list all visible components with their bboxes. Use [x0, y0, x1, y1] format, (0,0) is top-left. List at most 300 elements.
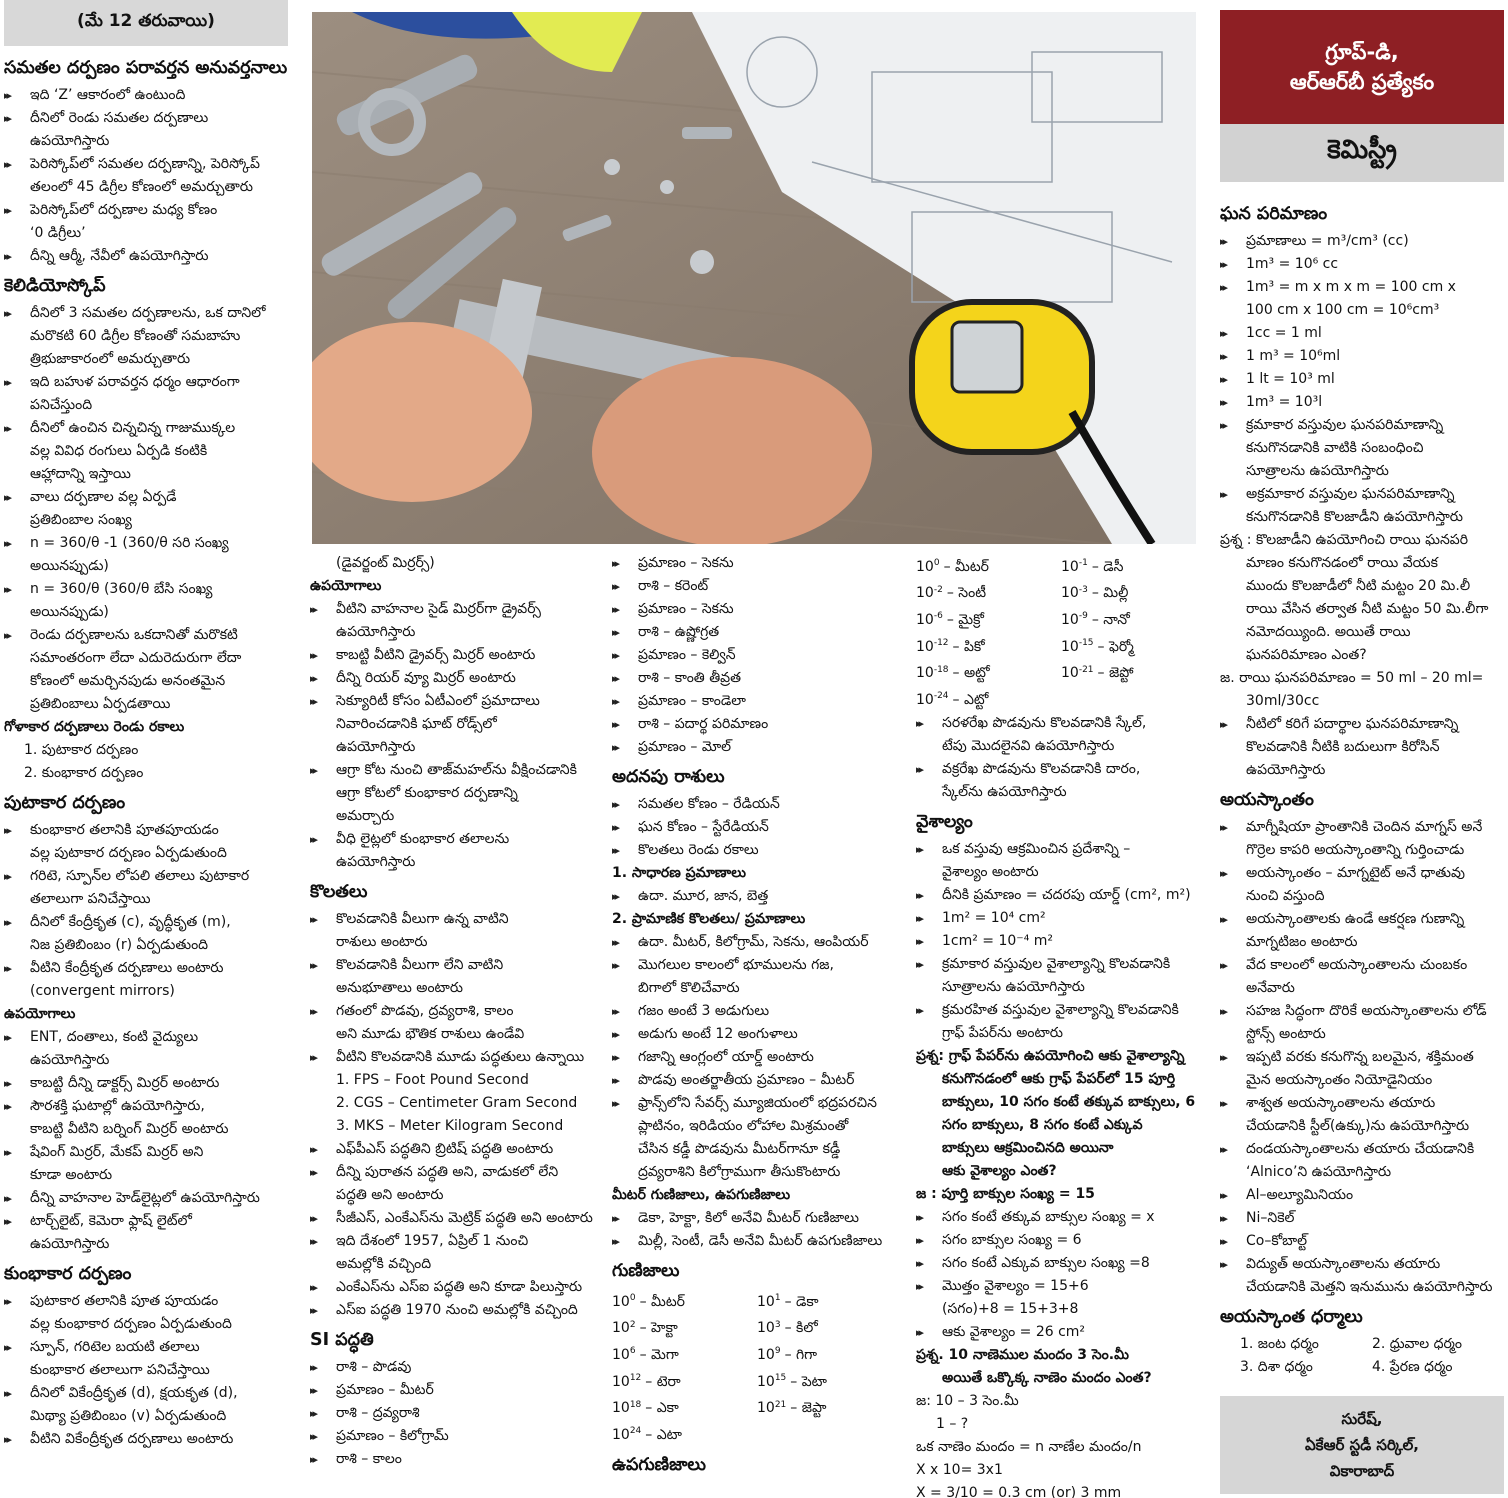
prefix-item: [1061, 632, 1206, 659]
bullet-line: ▸▸ ఎస్ఐ పద్ధతి 1970 నుంచి అమల్లోకి వచ్చింది: [310, 1299, 596, 1322]
line-list: [612, 793, 906, 1253]
column-5: [1220, 0, 1504, 1498]
power-base: 10: [916, 558, 934, 575]
text-line: ఉపయోగిస్తారు: [30, 133, 110, 149]
bullet-line: ▸▸ కుంభాకార తలానికి పూతపూయడం: [4, 819, 288, 842]
text-line: (సగం)+8 = 15+3+8: [942, 1300, 1079, 1317]
text-line: ఒక నాణెం మందం = n నాణేల మందం/n: [916, 1438, 1142, 1455]
text-line: 3. MKS – Meter Kilogram Second: [336, 1118, 564, 1134]
prefix-name: – నానో: [1091, 611, 1130, 628]
text-line: కనుగొనడానికి కొలజాడీని ఉపయోగిస్తారు: [1246, 509, 1463, 525]
sub-heading-line: జ : పూర్తి బాక్సుల సంఖ్య = 15: [916, 1185, 1095, 1202]
line-list: [310, 552, 596, 874]
text-line: ‘Alnico’ని ఉపయోగిస్తారు: [1246, 1164, 1392, 1180]
text-line: సూత్రాలను ఉపయోగిస్తారు: [1246, 463, 1389, 479]
bullet-line: ▸▸ డెకా, హెక్టా, కిలో అనేవి మీటర్ గుణిజాలు: [612, 1207, 906, 1230]
column-1: [4, 0, 288, 1498]
prefix-row: [916, 605, 1206, 632]
prefix-name: – మీటర్: [639, 1293, 685, 1310]
text-line: తలంలో 45 డిగ్రీల కోణంలో అమర్చుతారు: [30, 179, 253, 195]
text-line: బిగాలో కొలిచేవారు: [638, 980, 740, 996]
bullet-line: ▸▸ దీన్ని రియర్ వ్యూ మిర్రర్ అంటారు: [310, 667, 596, 690]
text-line: 30ml/30cc: [1246, 693, 1320, 709]
section-title: పుటాకార దర్పణం: [4, 793, 126, 813]
bullet-line: ▸▸ సెక్యూరిటీ కోసం ఏటీఎంలో ప్రమాదాలు: [310, 690, 596, 713]
bullet-line: ▸▸ క్రమాకార వస్తువుల వైశాల్యాన్ని కొలవడానికి: [916, 953, 1206, 976]
sub-heading-line: ప్రశ్న: గ్రాఫ్ పేపర్‌ను ఉపయోగించి ఆకు వైశాల్యాన్ని: [916, 1047, 1185, 1064]
prefix-row: [916, 632, 1206, 659]
prefix-item: [612, 1367, 757, 1394]
prefix-row: [612, 1287, 906, 1314]
sub-heading-line: అయితే ఒక్కొక్క నాణెం మందం ఎంత?: [942, 1369, 1152, 1386]
bullet-line: ▸▸ 1m³ = 10³l: [1220, 391, 1504, 414]
prefix-name: – గిగా: [784, 1346, 818, 1363]
prefix-row: [916, 685, 1206, 712]
text-line: ప్రతిబింబాలు ఏర్పడతాయి: [30, 696, 171, 712]
text-line: వల్ల వివిధ రంగులు ఏర్పడి కంటికి: [30, 443, 208, 459]
prefix-row: [612, 1420, 906, 1447]
bullet-line: ▸▸ దీనికి ప్రమాణం = చదరపు యార్డ్ (cm², m²): [916, 884, 1206, 907]
bullet-line: ▸▸ అడుగు అంటే 12 అంగుళాలు: [612, 1023, 906, 1046]
power-base: 10: [612, 1373, 630, 1390]
text-line: గొర్రెల కాపరి అయస్కాంతాన్ని గుర్తించాడు: [1246, 842, 1465, 858]
bullet-line: ▸▸ ఉదా. మూర, జాన, బెత్త: [612, 885, 906, 908]
property-item: 4. ప్రేరణ ధర్మం: [1372, 1359, 1453, 1375]
text-line: పద్ధతి అని అంటారు: [336, 1187, 444, 1203]
section-title: వైశాల్యం: [916, 811, 973, 832]
bullet-line: ▸▸ అయస్కాంతం – మాగ్నటైట్ అనే ధాతువు: [1220, 862, 1504, 885]
text-line: అయినప్పుడు): [30, 558, 109, 574]
text-line: ప్రశ్న : కొలజాడీని ఉపయోగించి రాయి ఘనపరి: [1220, 532, 1469, 548]
bullet-line: ▸▸ ఇది బహుళ పరావర్తన ధర్మం ఆధారంగా: [4, 371, 288, 394]
text-line: ఆగ్రా కోటలో కుంభాకార దర్పణాన్ని: [336, 785, 518, 801]
text-line: ప్లాటినం, ఇరిడియం లోహాల మిశ్రమంతో: [638, 1118, 849, 1134]
line-list: [612, 552, 906, 759]
bullet-line: ▸▸ కాబట్టి దీన్ని డాక్టర్స్ మిర్రర్ అంటారు: [4, 1072, 288, 1095]
bullet-line: ▸▸ దండయస్కాంతాలను తయారు చేయడానికి: [1220, 1138, 1504, 1161]
text-line: ఆహ్లాదాన్ని ఇస్తాయి: [30, 466, 131, 482]
text-line: అయినప్పుడు): [30, 604, 109, 620]
bullet-line: ▸▸ నీటిలో కరిగే పదార్థాల ఘనపరిమాణాన్ని: [1220, 713, 1504, 736]
bullet-line: ▸▸ ఇది ‘Z’ ఆకారంలో ఉంటుంది: [4, 84, 288, 107]
bullet-line: ▸▸ ప్రమాణం – మోల్: [612, 736, 906, 759]
text-line: చేసిన కడ్డీ పొడవును మీటర్‌గానూ కడ్డీ: [638, 1141, 841, 1157]
text-line: వల్ల పుటాకార దర్పణం ఏర్పడుతుంది: [30, 845, 227, 861]
tools-photo-illustration: [312, 12, 1196, 544]
power-pairs: [916, 552, 1206, 712]
property-item: 2. ధ్రువాల ధర్మం: [1372, 1336, 1462, 1352]
power-exponent: 0: [629, 1293, 636, 1303]
bullet-line: ▸▸ గజాన్ని ఆంగ్లంలో యార్డ్ అంటారు: [612, 1046, 906, 1069]
power-base: 10: [1061, 558, 1079, 575]
text-line: జ: 10 – 3 సెం.మీ: [916, 1392, 1019, 1409]
prefix-row: [612, 1367, 906, 1394]
bullet-line: ▸▸ Al–అల్యూమినియం: [1220, 1184, 1504, 1207]
power-base: 10: [916, 585, 934, 602]
prefix-item: [916, 552, 1061, 579]
bullet-line: ▸▸ వీటిని కేంద్రీకృత దర్పణాలు అంటారు: [4, 957, 288, 980]
prefix-item: [1061, 579, 1206, 606]
bullet-line: ▸▸ ఆగ్రా కోట నుంచి తాజ్‌మహల్‌ను వీక్షించడానికి: [310, 759, 596, 782]
power-exponent: -2: [933, 584, 943, 595]
bullet-line: ▸▸ పుటాకార తలానికి పూత పూయడం: [4, 1290, 288, 1313]
bullet-line: ▸▸ 1m³ = m x m x m = 100 cm x: [1220, 276, 1504, 299]
text-line: ప్రతిబింబాల సంఖ్య: [30, 512, 132, 528]
bullet-line: ▸▸ n = 360/θ -1 (360/θ సరి సంఖ్య: [4, 532, 288, 555]
line-list: [310, 1356, 596, 1471]
text-line: నివారించడానికి ఘాట్ రోడ్స్‌లో: [336, 716, 497, 732]
prefix-item: [916, 605, 1061, 632]
section-title: అదనపు రాశులు: [612, 767, 725, 787]
text-line: ఘనపరిమాణం ఎంత?: [1246, 647, 1367, 663]
line-list: [1220, 230, 1504, 782]
text-line: గ్రాఫ్ పేపర్‌ను అంటారు: [942, 1024, 1063, 1041]
bullet-line: ▸▸ రాశి – ఉష్ణోగ్రత: [612, 621, 906, 644]
power-exponent: 3: [774, 1319, 781, 1330]
power-base: 10: [757, 1346, 775, 1363]
bullet-line: ▸▸ దీనిలో 3 సమతల దర్పణాలను, ఒక దానిలో: [4, 302, 288, 325]
prefix-row: [612, 1340, 906, 1367]
bullet-line: ▸▸ సగం కంటే తక్కువ బాక్సుల సంఖ్య = x: [916, 1206, 1206, 1229]
bullet-line: ▸▸ 1cc = 1 ml: [1220, 322, 1504, 345]
bullet-line: ▸▸ ఫ్రాన్స్‌లోని సేవర్స్ మ్యూజియంలో భద్రపరచిన: [612, 1092, 906, 1115]
exam-banner: [1220, 10, 1504, 124]
sub-heading-line: బాక్సులు ఆక్రమించినది అయినా: [942, 1139, 1114, 1156]
prefix-row: [612, 1394, 906, 1421]
bullet-line: ▸▸ వీటిని వాహనాల సైడ్ మిర్రర్‌గా డ్రైవర్స్: [310, 598, 596, 621]
prefix-item: [612, 1287, 757, 1314]
prefix-item: [916, 632, 1061, 659]
prefix-item: [916, 659, 1061, 686]
power-exponent: -6: [933, 611, 943, 622]
power-base: 10: [757, 1373, 775, 1390]
prefix-row: [916, 579, 1206, 606]
author-place: వికారాబాద్: [1329, 1462, 1395, 1480]
prefix-name: – పెటా: [790, 1373, 827, 1390]
prefix-name: – డెసీ: [1091, 558, 1124, 575]
text-line: 100 cm x 100 cm = 10⁶cm³: [1246, 302, 1440, 318]
prefix-name: – జెప్టా: [790, 1400, 827, 1417]
prefix-name: – మైక్రో: [946, 611, 984, 628]
sub-heading-line: 1. సాధారణ ప్రమాణాలు: [612, 865, 747, 881]
prefix-item: [1061, 659, 1206, 686]
text-line: నమోదయ్యింది. అయితే రాయి: [1246, 624, 1411, 640]
line-list: [310, 908, 596, 1322]
prefix-name: – పికో: [952, 638, 985, 655]
bullet-line: ▸▸ ఎఫ్‌పీఎస్ పద్ధతిని బ్రిటిష్ పద్ధతి అంటారు: [310, 1138, 596, 1161]
power-base: 10: [916, 691, 934, 708]
prefix-item: [612, 1314, 757, 1341]
sub-heading-line: మీటర్ గుణిజాలు, ఉపగుణిజాలు: [612, 1187, 791, 1203]
text-line: కుంభాకార తలాలుగా పనిచేస్తాయి: [30, 1362, 210, 1378]
prefix-item: [757, 1314, 902, 1341]
text-line: కనుగొనడానికి వాటికి సంబంధించి: [1246, 440, 1424, 456]
text-line: (డైవర్జంట్ మిర్రర్స్): [336, 555, 435, 571]
bullet-line: ▸▸ వీటిని కొలవడానికి మూడు పద్ధతులు ఉన్నాయి: [310, 1046, 596, 1069]
bullet-line: ▸▸ రాశి – పదార్థ పరిమాణం: [612, 713, 906, 736]
bullet-line: ▸▸ 1 lt = 10³ ml: [1220, 368, 1504, 391]
text-line: మాణం కనుగొనడంలో రాయి వేయక: [1246, 555, 1438, 571]
prefix-name: – అట్టో: [952, 665, 990, 682]
bullet-line: ▸▸ కాబట్టి వీటిని డ్రైవర్స్ మిర్రర్ అంటారు: [310, 644, 596, 667]
text-line: త్రిభుజాకారంలో అమర్చుతారు: [30, 351, 191, 367]
text-line: (convergent mirrors): [30, 983, 175, 999]
prefix-name: – ఎట్టో: [952, 691, 989, 708]
prefix-name: – మీటర్: [943, 558, 989, 575]
prefix-name: – ఎకా: [645, 1400, 679, 1417]
text-line: సమాంతరంగా లేదా ఎదురెదురుగా లేదా: [30, 650, 242, 666]
bullet-line: ▸▸ 1m³ = 10⁶ cc: [1220, 253, 1504, 276]
bullet-line: ▸▸ సమతల కోణం – రేడియన్: [612, 793, 906, 816]
power-exponent: -18: [933, 664, 949, 675]
prefix-name: – ఎటా: [645, 1426, 682, 1443]
power-exponent: 18: [629, 1399, 642, 1410]
prefix-item: [1061, 552, 1206, 579]
text-line: కొలవడానికి నీటికి బదులుగా కిరోసిన్: [1246, 739, 1440, 755]
bullet-line: ▸▸ Co–కోబాల్ట్: [1220, 1230, 1504, 1253]
text-line: ఉపయోగిస్తారు: [336, 854, 416, 870]
power-exponent: 12: [629, 1372, 642, 1383]
section-title: సమతల దర్పణం పరావర్తన అనువర్తనాలు: [4, 58, 288, 78]
bullet-line: ▸▸ స్పూన్, గరిటెల బయటి తలాలు: [4, 1336, 288, 1359]
power-exponent: -3: [1078, 584, 1088, 595]
line-list: [1220, 816, 1504, 1299]
bullet-line: ▸▸ పెరిస్కోప్‌లో సమతల దర్పణాన్ని, పెరిస్కోప్: [4, 153, 288, 176]
section-title: గుణిజాలు: [612, 1261, 680, 1281]
power-base: 10: [1061, 611, 1079, 628]
bullet-line: ▸▸ 1 m³ = 10⁶ml: [1220, 345, 1504, 368]
text-line: అనేవారు: [1246, 980, 1295, 996]
bullet-line: ▸▸ ఒక వస్తువు ఆక్రమించిన ప్రదేశాన్ని –: [916, 838, 1206, 861]
prefix-name: – డెకా: [784, 1293, 819, 1310]
power-exponent: -9: [1078, 611, 1088, 622]
power-base: 10: [1061, 585, 1079, 602]
bullet-line: ▸▸ రాశి – కాలం: [310, 1448, 596, 1471]
property-item: 1. జంట ధర్మం: [1240, 1336, 1319, 1352]
power-exponent: 2: [629, 1319, 636, 1330]
bullet-line: ▸▸ సీజీఎస్, ఎంకేఎస్‌ను మెట్రిక్ పద్ధతి అని అంటారు: [310, 1207, 596, 1230]
bullet-line: ▸▸ సరళరేఖ పొడవును కొలవడానికి స్కేల్,: [916, 712, 1206, 735]
prefix-row: [916, 552, 1206, 579]
power-base: 10: [757, 1320, 775, 1337]
bullet-line: ▸▸ ఉదా. మీటర్, కిలోగ్రామ్, సెకను, ఆంపియర్: [612, 931, 906, 954]
line-list: [4, 819, 288, 1256]
author-org: ఏకేఆర్ స్టడీ సర్కిల్,: [1304, 1436, 1420, 1454]
sub-heading-line: ప్రశ్న. 10 నాణెముల మందం 3 సెం.మీ: [916, 1346, 1129, 1363]
bullet-line: ▸▸ సగం బాక్సుల సంఖ్య = 6: [916, 1229, 1206, 1252]
bullet-line: ▸▸ ప్రమాణం – కెల్విన్: [612, 644, 906, 667]
sub-heading-line: బాక్సులు, 10 సగం కంటే తక్కువ బాక్సులు, 6: [942, 1093, 1196, 1110]
text-line: టేపు మొదలైనవి ఉపయోగిస్తారు: [942, 737, 1115, 754]
power-exponent: 6: [629, 1346, 636, 1357]
section-title: అయస్కాంత ధర్మాలు: [1220, 1307, 1363, 1327]
prefix-item: [916, 579, 1061, 606]
bullet-line: ▸▸ రాశి – కరెంట్: [612, 575, 906, 598]
bullet-line: ▸▸ వీధి లైట్లలో కుంభాకార తలాలను: [310, 828, 596, 851]
bullet-line: ▸▸ n = 360/θ (360/θ బేసి సంఖ్య: [4, 578, 288, 601]
sub-heading-line: గోళాకార దర్పణాలు రెండు రకాలు: [4, 719, 185, 735]
bullet-line: ▸▸ కొలతలు రెండు రకాలు: [612, 839, 906, 862]
text-line: నుంచి వస్తుంది: [1246, 888, 1325, 904]
text-line: ఉపయోగిస్తారు: [30, 1236, 110, 1252]
bullet-line: ▸▸ రాశి – ద్రవ్యరాశి: [310, 1402, 596, 1425]
bullet-line: ▸▸ ఆకు వైశాల్యం = 26 cm²: [916, 1321, 1206, 1344]
text-line: నిజ ప్రతిబింబం (r) ఏర్పడుతుంది: [30, 937, 209, 953]
prefix-item: [612, 1420, 757, 1447]
column-4: [916, 552, 1206, 1498]
power-exponent: 9: [774, 1346, 781, 1357]
prefix-item: [757, 1394, 902, 1421]
power-base: 10: [612, 1320, 630, 1337]
bullet-line: ▸▸ శాశ్వత అయస్కాంతాలను తయారు: [1220, 1092, 1504, 1115]
prefix-name: – హెక్టా: [639, 1320, 678, 1337]
bullet-line: ▸▸ ప్రమాణం – సెకను: [612, 598, 906, 621]
text-line: ‘0 డిగ్రీలు’: [30, 225, 86, 241]
power-base: 10: [1061, 665, 1079, 682]
bullet-line: ▸▸ పెరిస్కోప్‌లో దర్పణాల మధ్య కోణం: [4, 199, 288, 222]
prefix-name: – మెగా: [639, 1346, 679, 1363]
text-line: ఉపయోగిస్తారు: [30, 1052, 110, 1068]
bullet-line: ▸▸ పొడవు అంతర్జాతీయ ప్రమాణం – మీటర్: [612, 1069, 906, 1092]
bullet-line: ▸▸ టార్చ్‌లైట్, కెమెరా ఫ్లాష్ లైట్‌లో: [4, 1210, 288, 1233]
prefix-name: – మిల్లీ: [1091, 585, 1129, 602]
text-line: మైన అయస్కాంతం నియోడైనియం: [1246, 1072, 1433, 1088]
bullet-line: ▸▸ ఇది దేశంలో 1957, ఏప్రిల్ 1 నుంచి: [310, 1230, 596, 1253]
line-list: [916, 838, 1206, 1498]
text-line: రాయి వేసిన తర్వాత నీటి మట్టం 50 మి.లీగా: [1246, 601, 1489, 617]
text-line: 1 – ?: [936, 1415, 969, 1432]
prefix-item: [757, 1420, 902, 1447]
bullet-line: ▸▸ ఘన కోణం – స్టేరేడియన్: [612, 816, 906, 839]
power-pairs: [612, 1287, 906, 1447]
sub-heading-line: కనుగొనడంలో ఆకు గ్రాఫ్ పేపర్‌లో 15 పూర్తి: [942, 1070, 1176, 1087]
bullet-line: ▸▸ క్రమాకార వస్తువుల ఘనపరిమాణాన్ని: [1220, 414, 1504, 437]
column-3: [612, 552, 906, 1498]
prefix-item: [757, 1367, 902, 1394]
section-title: SI పద్ధతి: [310, 1330, 374, 1350]
bullet-line: ▸▸ మొత్తం వైశాల్యం = 15+6: [916, 1275, 1206, 1298]
text-line: అని మూడు భౌతిక రాశులు ఉండేవి: [336, 1026, 525, 1042]
prefix-name: – జెప్టో: [1097, 665, 1134, 682]
power-base: 10: [757, 1400, 775, 1417]
power-base: 10: [612, 1426, 630, 1443]
bullet-line: ▸▸ వాలు దర్పణాల వల్ల ఏర్పడే: [4, 486, 288, 509]
text-line: జ. రాయి ఘనపరిమాణం = 50 ml – 20 ml=: [1220, 670, 1484, 686]
property-row: [1220, 1356, 1504, 1379]
text-line: ముందు కొలజాడీలో నీటి మట్టం 20 మి.లీ: [1246, 578, 1471, 594]
continuation-header: (మే 12 తరువాయి): [4, 0, 288, 46]
prefix-item: [612, 1394, 757, 1421]
banner-line-1: గ్రూప్-డి,: [1325, 40, 1399, 64]
bullet-line: ▸▸ గతంలో పొడవు, ద్రవ్యరాశి, కాలం: [310, 1000, 596, 1023]
text-line: తలాలుగా పనిచేస్తాయి: [30, 891, 151, 907]
section-title: ఉపగుణిజాలు: [612, 1454, 706, 1475]
text-line: ఉపయోగిస్తారు: [1246, 762, 1326, 778]
sub-heading-line: ఆకు వైశాల్యం ఎంత?: [942, 1162, 1057, 1179]
power-base: 10: [612, 1346, 630, 1363]
text-line: అమర్చారు: [336, 808, 395, 824]
bullet-line: ▸▸ కొలవడానికి వీలుగా లేని వాటిని: [310, 954, 596, 977]
bullet-line: ▸▸ దీన్ని పురాతన పద్ధతి అని, వాడుకలో లేని: [310, 1161, 596, 1184]
text-line: ఉపయోగిస్తారు: [336, 739, 416, 755]
power-exponent: 1: [774, 1293, 781, 1303]
text-line: చేయడానికి మెత్తని ఇనుమును ఉపయోగిస్తారు: [1246, 1279, 1493, 1295]
prefix-item: [612, 1340, 757, 1367]
power-base: 10: [916, 638, 934, 655]
line-list: [4, 84, 288, 268]
bullet-line: ▸▸ ఇప్పటి వరకు కనుగొన్న బలమైన, శక్తిమంత: [1220, 1046, 1504, 1069]
text-line: పనిచేస్తుంది: [30, 397, 93, 413]
bullet-line: ▸▸ దీనిలో ఉంచిన చిన్నచిన్న గాజుముక్కల: [4, 417, 288, 440]
power-exponent: -1: [1078, 558, 1088, 568]
power-exponent: -21: [1078, 664, 1094, 675]
power-exponent: -15: [1078, 637, 1094, 648]
text-line: కూడా అంటారు: [30, 1167, 113, 1183]
prefix-name: – టెరా: [645, 1373, 681, 1390]
text-line: 2. CGS – Centimeter Gram Second: [336, 1095, 578, 1111]
bullet-line: ▸▸ గజం అంటే 3 అడుగులు: [612, 1000, 906, 1023]
power-exponent: 24: [629, 1426, 642, 1437]
prefix-name: – కిలో: [784, 1320, 818, 1337]
bullet-line: ▸▸ రెండు దర్పణాలను ఒకదానితో మరొకటి: [4, 624, 288, 647]
power-base: 10: [916, 665, 934, 682]
subject-banner: కెమిస్ట్రీ: [1220, 124, 1504, 182]
prefix-row: [612, 1314, 906, 1341]
text-line: కోణంలో అమర్చినపుడు అనంతమైన: [30, 673, 226, 689]
banner-line-2: ఆర్‌ఆర్‌బీ ప్రత్యేకం: [1289, 70, 1435, 94]
bullet-line: ▸▸ కొలవడానికి వీలుగా ఉన్న వాటిని: [310, 908, 596, 931]
bullet-line: ▸▸ Ni–నికెల్: [1220, 1207, 1504, 1230]
bullet-line: ▸▸ దీన్ని ఆర్మీ, నేవీలో ఉపయోగిస్తారు: [4, 245, 288, 268]
sub-heading-line: సగం బాక్సులు, 8 సగం కంటే ఎక్కువ: [942, 1116, 1143, 1133]
text-line: అమల్లోకి వచ్చింది: [336, 1256, 432, 1272]
bullet-line: ▸▸ 1m² = 10⁴ cm²: [916, 907, 1206, 930]
prefix-item: [916, 685, 1061, 712]
bullet-line: ▸▸ మాగ్నీషియా ప్రాంతానికి చెందిన మాగ్నస్ అనే: [1220, 816, 1504, 839]
power-base: 10: [916, 611, 934, 628]
bullet-line: ▸▸ గరిటె, స్పూన్‌ల లోపలి తలాలు పుటాకార: [4, 865, 288, 888]
bullet-line: ▸▸ విద్యుత్ అయస్కాంతాలను తయారు: [1220, 1253, 1504, 1276]
bullet-line: ▸▸ అయస్కాంతాలకు ఉండే ఆకర్షణ గుణాన్ని: [1220, 908, 1504, 931]
text-line: వైశాల్యం అంటారు: [942, 863, 1039, 880]
sub-heading-line: ఉపయోగాలు: [310, 578, 382, 594]
text-line: ఉపయోగిస్తారు: [336, 624, 416, 640]
bullet-line: ▸▸ రాశి – పొడవు: [310, 1356, 596, 1379]
text-line: సూత్రాలను ఉపయోగిస్తారు: [942, 978, 1085, 995]
tools-photo: [312, 12, 1196, 544]
bullet-line: ▸▸ వీటిని వికేంద్రీకృత దర్పణాలు అంటారు: [4, 1428, 288, 1451]
line-list: [4, 302, 288, 785]
bullet-line: ▸▸ ప్రమాణం – సెకను: [612, 552, 906, 575]
line-list: [916, 712, 1206, 804]
power-base: 10: [612, 1293, 630, 1310]
bullet-line: ▸▸ రాశి – కాంతి తీవ్రత: [612, 667, 906, 690]
prefix-row: [916, 659, 1206, 686]
prefix-item: [1061, 685, 1206, 712]
prefix-name: – ఫెర్మో: [1097, 638, 1134, 655]
bullet-line: ▸▸ అక్రమాకార వస్తువుల ఘనపరిమాణాన్ని: [1220, 483, 1504, 506]
bullet-line: ▸▸ 1cm² = 10⁻⁴ m²: [916, 930, 1206, 953]
bullet-line: ▸▸ సౌరశక్తి ఘటాల్లో ఉపయోగిస్తారు,: [4, 1095, 288, 1118]
bullet-line: ▸▸ దీనిలో కేంద్రీకృత (c), వృద్ధీకృత (m),: [4, 911, 288, 934]
bullet-line: ▸▸ ప్రమాణాలు = m³/cm³ (cc): [1220, 230, 1504, 253]
bullet-line: ▸▸ వేద కాలంలో అయస్కాంతాలను చుంబకం: [1220, 954, 1504, 977]
text-line: చేయడానికి స్టీల్(ఉక్కు)ను ఉపయోగిస్తారు: [1246, 1118, 1470, 1134]
text-line: వల్ల కుంభాకార దర్పణం ఏర్పడుతుంది: [30, 1316, 232, 1332]
power-exponent: -24: [933, 691, 949, 702]
author-box: [1220, 1396, 1504, 1494]
bullet-line: ▸▸ ప్రమాణం – కిలోగ్రామ్: [310, 1425, 596, 1448]
